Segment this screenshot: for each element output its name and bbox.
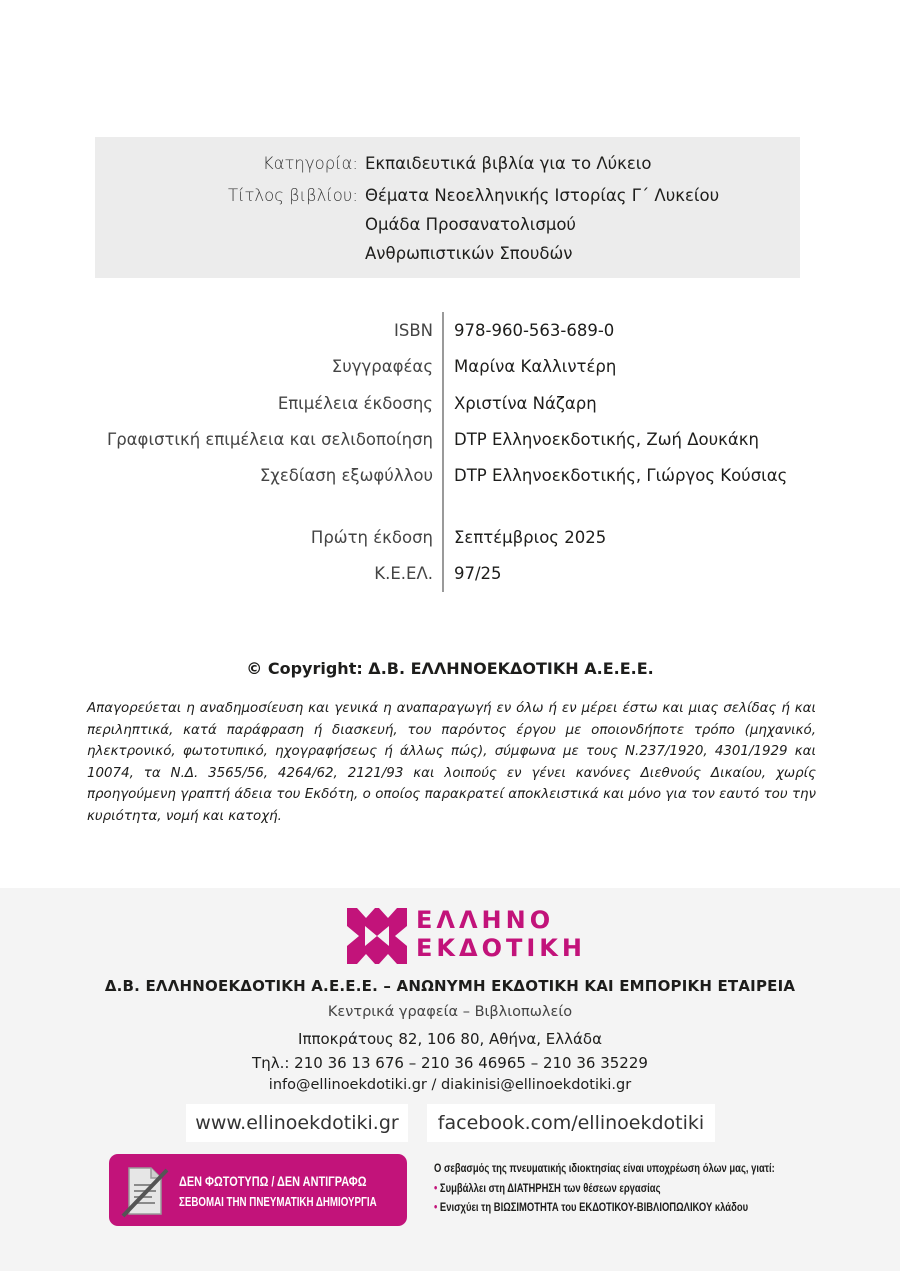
respect-intro: Ο σεβασμός της πνευματικής ιδιοκτησίας είναι υποχρέωση όλων μας, γιατί:: [434, 1163, 775, 1175]
publisher-logo: [347, 908, 407, 968]
credit-label-cover: Σχεδίαση εξωφύλλου: [259, 466, 433, 485]
publisher-offices: Κεντρικά γραφεία – Βιβλιοπωλείο: [327, 1004, 573, 1020]
credit-value-keel: 97/25: [454, 564, 502, 583]
credit-value-author: Μαρίνα Καλλιντέρη: [454, 357, 617, 376]
respect-bullet-1: [434, 1183, 660, 1195]
credit-value-editor: Χριστίνα Νάζαρη: [454, 394, 597, 413]
copyright-line: © Copyright: Δ.Β. ΕΛΛΗΝΟΕΚΔΟΤΙΚΗ Α.Ε.Ε.Ε.: [246, 659, 654, 678]
category-box: [95, 137, 800, 278]
category-label: Κατηγορία:: [262, 154, 358, 173]
publisher-phones: Τηλ.: 210 36 13 676 – 210 36 46965 – 210 36 35229: [252, 1054, 648, 1072]
publisher-emails: info@ellinoekdotiki.gr / diakinisi@ellinoekdotiki.gr: [268, 1077, 632, 1093]
facebook-link[interactable]: facebook.com/ellinoekdotiki: [427, 1104, 715, 1142]
notice-line-1: ΔΕΝ ΦΩΤΟΤΥΠΩ / ΔΕΝ ΑΝΤΙΓΡΑΦΩ: [179, 1173, 367, 1189]
no-copy-document-icon: [121, 1164, 169, 1218]
credit-label-editor: Επιμέλεια έκδοσης: [277, 394, 433, 413]
respect-bullet-2-text: Ενισχύει τη ΒΙΩΣΙΜΟΤΗΤΑ του ΕΚΔΟΤΙΚΟΥ-ΒΙΒΛΙΟΠΩΛΙΚΟΥ κλάδου: [439, 1202, 749, 1214]
website-link[interactable]: www.ellinoekdotiki.gr: [186, 1104, 408, 1142]
logo-word-1: ΕΛΛΗΝΟ: [416, 906, 555, 934]
credits-divider: [442, 312, 444, 592]
category-value: Εκπαιδευτικά βιβλία για το Λύκειο: [365, 154, 652, 173]
respect-bullet-1-text: Συμβάλλει στη ΔΙΑΤΗΡΗΣΗ των θέσεων εργασίας: [439, 1183, 661, 1195]
credit-value-layout: DTP Ελληνοεκδοτικής, Ζωή Δουκάκη: [454, 430, 759, 449]
notice-line-2: ΣΕΒΟΜΑΙ ΤΗΝ ΠΝΕΥΜΑΤΙΚΗ ΔΗΜΙΟΥΡΓΙΑ: [179, 1194, 377, 1209]
respect-bullet-2: [434, 1202, 748, 1214]
title-line-1: Θέματα Νεοελληνικής Ιστορίας Γ΄ Λυκείου: [365, 186, 720, 205]
title-line-3: Ανθρωπιστικών Σπουδών: [365, 244, 573, 263]
publisher-address: Ιπποκράτους 82, 106 80, Αθήνα, Ελλάδα: [298, 1030, 602, 1048]
bullet-icon: •: [434, 1202, 440, 1214]
credit-label-layout: Γραφιστική επιμέλεια και σελιδοποίηση: [107, 430, 433, 449]
credit-label-isbn: ISBN: [393, 321, 433, 340]
title-label: Τίτλος βιβλίου:: [228, 186, 358, 205]
bullet-icon: •: [434, 1183, 440, 1195]
credit-label-author: Συγγραφέας: [331, 357, 433, 376]
no-copy-notice: [109, 1154, 407, 1226]
credit-value-first-edition: Σεπτέμβριος 2025: [454, 528, 607, 547]
publisher-company: Δ.Β. ΕΛΛΗΝΟΕΚΔΟΤΙΚΗ Α.Ε.Ε.Ε. – ΑΝΩΝΥΜΗ ΕΚΔΟΤΙΚΗ ΚΑΙ ΕΜΠΟΡΙΚΗ ΕΤΑΙΡΕΙΑ: [104, 977, 796, 995]
credit-value-isbn: 978-960-563-689-0: [454, 321, 615, 340]
logo-word-2: ΕΚΔΟΤΙΚΗ: [416, 934, 586, 962]
credit-value-cover: DTP Ελληνοεκδοτικής, Γιώργος Κούσιας: [454, 466, 788, 485]
title-line-2: Ομάδα Προσανατολισμού: [365, 215, 576, 234]
credit-label-keel: Κ.Ε.ΕΛ.: [374, 564, 433, 583]
credit-label-first-edition: Πρώτη έκδοση: [310, 528, 433, 547]
publisher-logo-icon: [347, 908, 407, 964]
legal-notice: Απαγορεύεται η αναδημοσίευση και γενικά η αναπαραγωγή εν όλω ή εν μέρει έστω και μιας σελίδας ή και περιληπτικά, κατά παράφραση ή διασκευή, του παρόντος έργου με οποιονδήποτε τρόπο (μηχανικό, ηλεκτρονικό, φωτοτυπικό, ηχογραφήσεως ή άλλως πώς), σύμφωνα με τους Ν.237/1920, 4301/1929 και 10074, τα Ν.Δ. 3565/56, 4264/62, 2121/93 και λοιπούς εν γένει κανόνες Διεθνούς Δικαίου, χωρίς προηγούμενη γραπτή άδεια του Εκδότη, ο οποίος παρακρατεί αποκλειστικά και μόνο για τον εαυτό του την κυριότητα, νομή και κατοχή.: [87, 701, 816, 824]
